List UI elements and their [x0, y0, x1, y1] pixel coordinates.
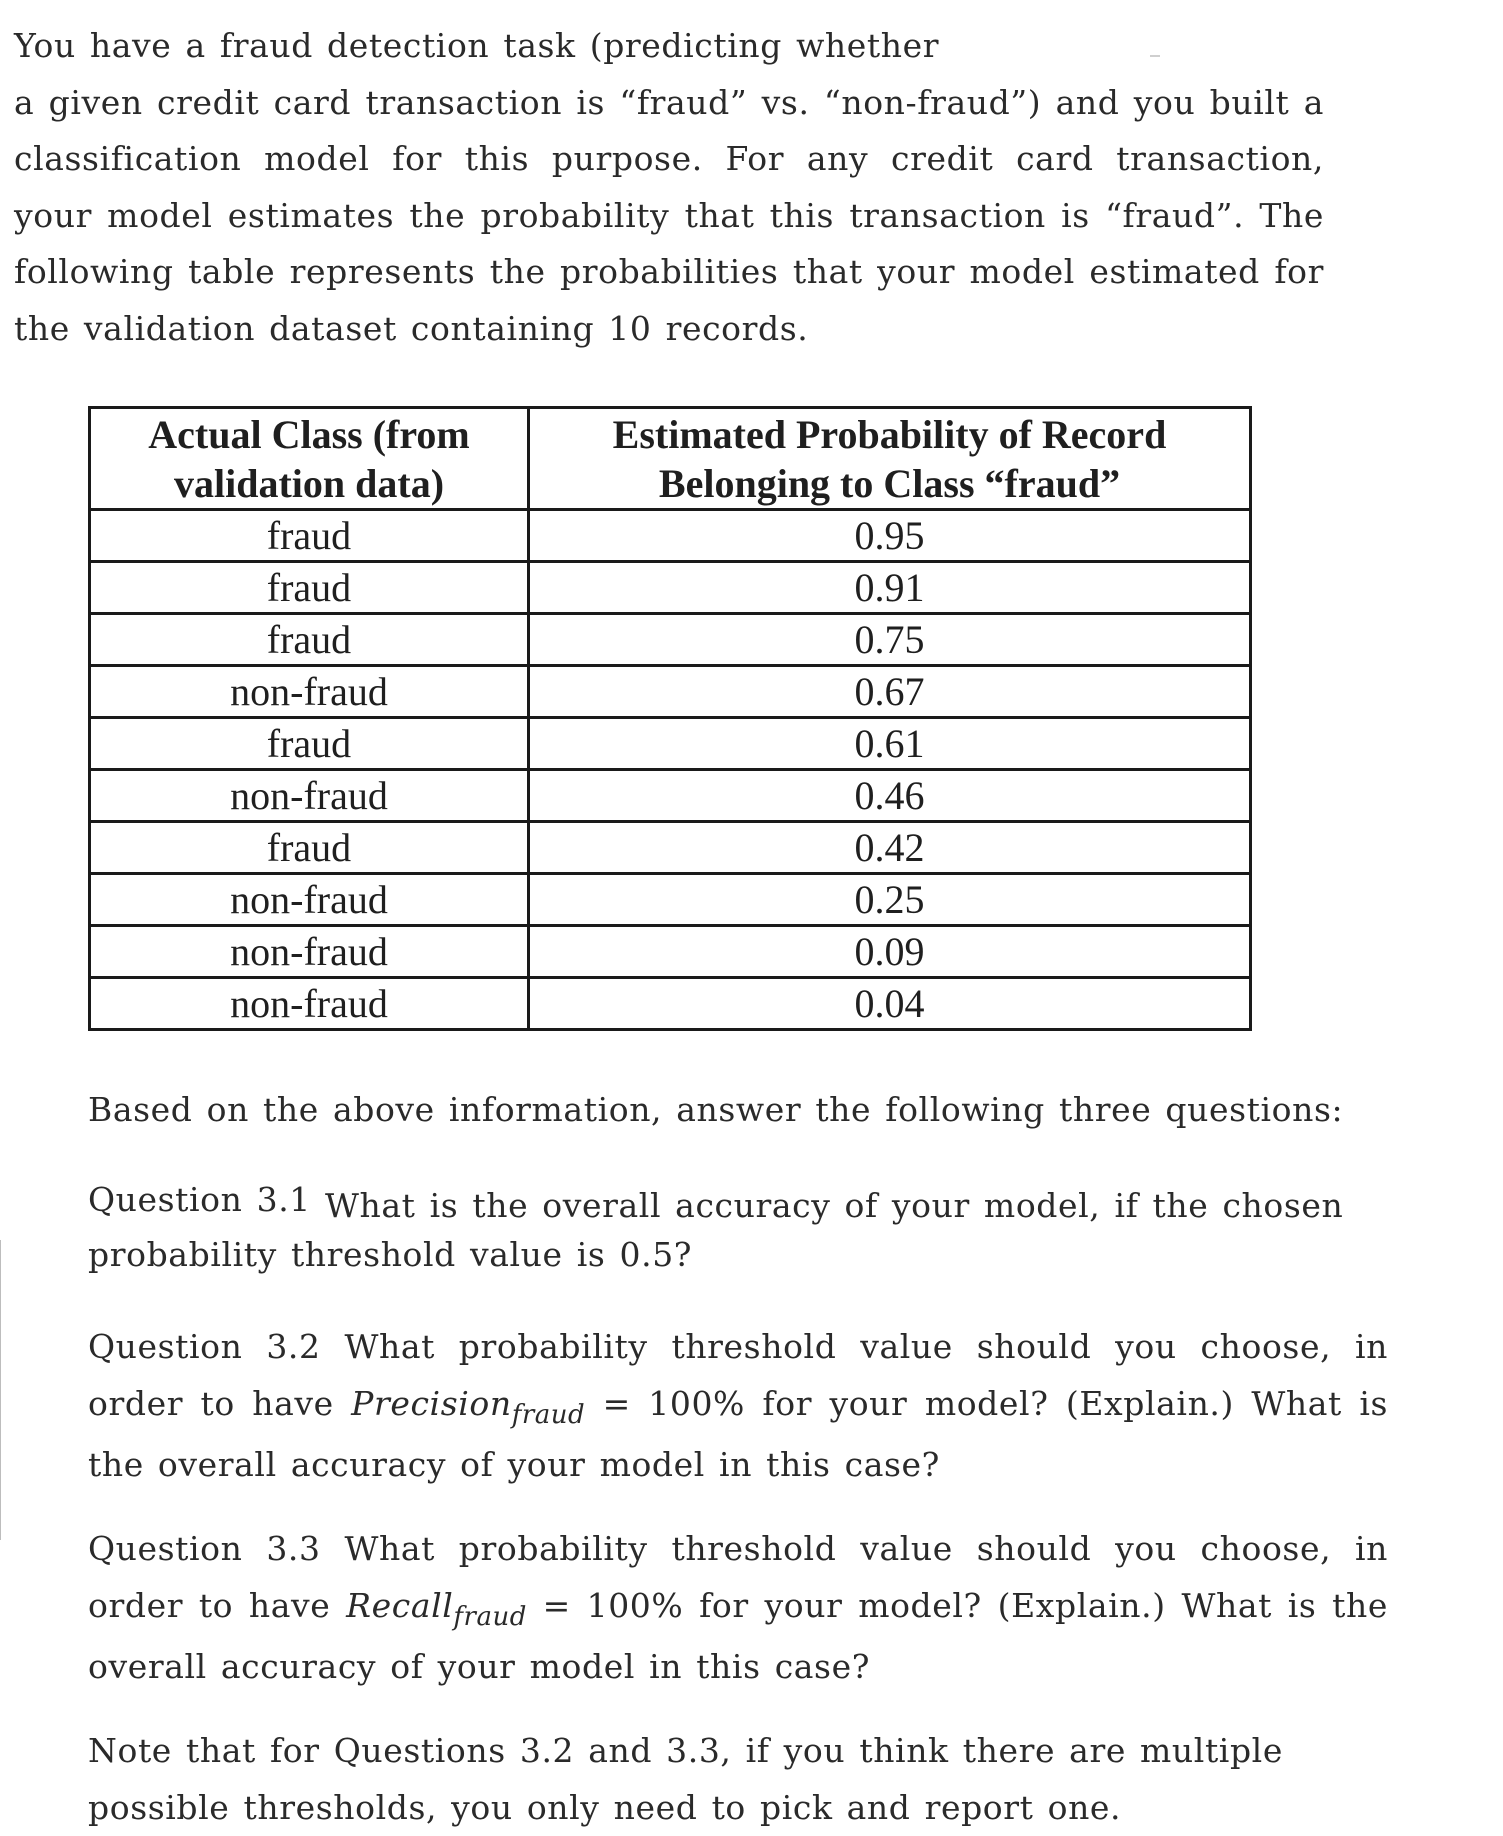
questions-lead: Based on the above information, answer the following three questions: [88, 1090, 1344, 1129]
precision-symbol: Precision [351, 1384, 512, 1423]
table-row [90, 666, 1251, 718]
header-estimated-probability-line1: Estimated Probability of Record [612, 411, 1167, 457]
probability-cell: 0.61 [528, 718, 1250, 770]
probability-cell: 0.91 [528, 562, 1250, 614]
recall-symbol: Recall [346, 1586, 454, 1625]
table-row [90, 770, 1251, 822]
table-row [90, 510, 1251, 562]
table-row [90, 874, 1251, 926]
header-actual-class [90, 408, 529, 510]
table-row [90, 614, 1251, 666]
probability-table [88, 406, 1252, 1031]
header-estimated-probability [528, 408, 1250, 510]
probability-cell: 0.25 [528, 874, 1250, 926]
question-3-1-text-line1: What is the overall accuracy of your model, if the chosen [324, 1186, 1344, 1225]
question-3-3-part1: Question 3.3 What probability threshold value should you choose, in order to have [88, 1529, 1388, 1625]
intro-first-line: You have a fraud detection task (predicting whether [14, 26, 940, 65]
header-actual-class-line2: validation data) [173, 460, 445, 506]
probability-cell: 0.75 [528, 614, 1250, 666]
probability-cell: 0.09 [528, 926, 1250, 978]
note-paragraph: Note that for Questions 3.2 and 3.3, if you think there are multiple possible thresholds, you only need to pick and report one. [88, 1731, 1283, 1827]
actual-class-cell: fraud [90, 614, 529, 666]
actual-class-cell: non-fraud [90, 978, 529, 1030]
header-actual-class-line1: Actual Class (from [148, 411, 470, 457]
table-row [90, 718, 1251, 770]
intro-rest: a given credit card transaction is “fraud” vs. “non-fraud”) and you built a classification model for this purpose. For any credit card transaction, your model estimates the probability that this transaction is “fraud”. The following table represents the probabilities that your model estimated for the validation dataset containing 10 records. [14, 82, 1324, 348]
table-row [90, 926, 1251, 978]
question-3-2-part1: Question 3.2 What probability threshold value should you choose, in order to have [88, 1327, 1388, 1423]
table-header-row [90, 408, 1251, 510]
question-3-2 [88, 1318, 1388, 1493]
actual-class-cell: non-fraud [90, 874, 529, 926]
question-3-1 [88, 1172, 1388, 1282]
probability-cell: 0.04 [528, 978, 1250, 1030]
probability-table-wrapper [88, 406, 1252, 1031]
probability-cell: 0.67 [528, 666, 1250, 718]
actual-class-cell: fraud [90, 718, 529, 770]
recall-subscript: fraud [453, 1602, 527, 1632]
question-3-2-part2: = 100% for your model? (Explain.) What is the overall accuracy of your model in this case? [88, 1384, 1389, 1484]
intro-paragraph [14, 18, 1324, 357]
actual-class-cell: fraud [90, 510, 529, 562]
actual-class-cell: non-fraud [90, 770, 529, 822]
table-row [90, 822, 1251, 874]
left-edge-mark [0, 1240, 1, 1540]
probability-cell: 0.46 [528, 770, 1250, 822]
probability-cell: 0.95 [528, 510, 1250, 562]
table-row [90, 978, 1251, 1030]
question-3-3 [88, 1520, 1388, 1695]
probability-cell: 0.42 [528, 822, 1250, 874]
actual-class-cell: non-fraud [90, 666, 529, 718]
actual-class-cell: fraud [90, 822, 529, 874]
actual-class-cell: fraud [90, 562, 529, 614]
question-3-1-label: Question 3.1 [88, 1180, 311, 1219]
table-row [90, 562, 1251, 614]
actual-class-cell: non-fraud [90, 926, 529, 978]
question-3-1-text-line2: probability threshold value is 0.5? [88, 1235, 693, 1274]
question-3-3-part2: = 100% for your model? (Explain.) What is the overall accuracy of your model in this case? [88, 1586, 1388, 1686]
precision-subscript: fraud [511, 1400, 586, 1430]
header-estimated-probability-line2: Belonging to Class “fraud” [658, 460, 1121, 506]
